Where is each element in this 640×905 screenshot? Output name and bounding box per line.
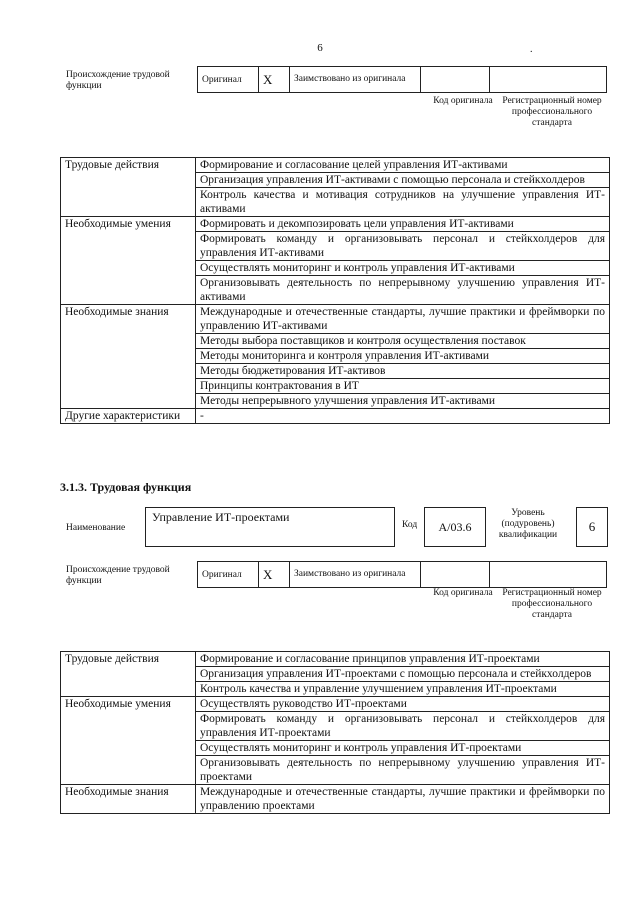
table-cell: Формировать команду и организовывать персонал и стейкхолдеров для управления ИТ-активами [196,232,610,261]
table-cell: Международные и отечественные стандарты, лучшие практики и фреймворки по управлению ИТ-активами [196,305,610,334]
code-caption: Код оригинала [433,96,493,106]
name-box [145,507,395,547]
section-heading: 3.1.3. Трудовая функция [60,480,192,494]
level-label: Уровень (подуровень) квалификации [498,508,558,540]
code-caption-2: Код оригинала [433,588,493,598]
table-row [61,697,610,712]
original-code-cell [421,67,490,93]
table-cell: Методы бюджетирования ИТ-активов [196,364,610,379]
reg-number-cell [490,67,607,93]
code-value: A/03.6 [424,507,486,547]
row-label: Необходимые знания [61,305,196,409]
borrowed-label-2: Заимствовано из оригинала [290,562,421,588]
table-cell: Формировать команду и организовывать персонал и стейкхолдеров для управления ИТ-проектами [196,712,610,741]
level-value: 6 [576,507,608,547]
table-cell: Методы выбора поставщиков и контроля осуществления поставок [196,334,610,349]
table-cell: Методы непрерывного улучшения управления ИТ-активами [196,394,610,409]
original-label: Оригинал [198,67,259,93]
original-label-2: Оригинал [198,562,259,588]
code-label: Код [402,520,418,530]
table-cell: Формирование и согласование целей управления ИТ-активами [196,158,610,173]
origin-table-2 [197,561,607,588]
table-cell: - [196,409,610,424]
table-row [61,305,610,334]
table-row [61,409,610,424]
table-cell: Организовывать деятельность по непрерывному улучшению управления ИТ-активами [196,276,610,305]
table-cell: Осуществлять мониторинг и контроль управления ИТ-активами [196,261,610,276]
table-cell: Методы мониторинга и контроля управления ИТ-активами [196,349,610,364]
table-cell: Контроль качества и мотивация сотрудников на улучшение управления ИТ-активами [196,188,610,217]
table-cell: Формировать и декомпозировать цели управления ИТ-активами [196,217,610,232]
table-row [61,217,610,232]
table-cell: Организовывать деятельность по непрерывному улучшению управления ИТ-проектами [196,756,610,785]
table-row [61,652,610,667]
table-cell: Международные и отечественные стандарты, лучшие практики и фреймворки по управлению проектами [196,785,610,814]
name-label: Наименование [66,523,126,533]
table-cell: Осуществлять руководство ИТ-проектами [196,697,610,712]
row-label: Трудовые действия [61,158,196,217]
function-name: Управление ИТ-проектами [152,510,290,524]
origin-label-2: Происхождение трудовой функции [66,565,170,586]
borrowed-label: Заимствовано из оригинала [290,67,421,93]
row-label: Другие характеристики [61,409,196,424]
table-cell: Контроль качества и управление улучшением управления ИТ-проектами [196,682,610,697]
original-code-cell-2 [421,562,490,588]
table-cell: Осуществлять мониторинг и контроль управления ИТ-проектами [196,741,610,756]
table-cell: Организация управления ИТ-проектами с помощью персонала и стейкхолдеров [196,667,610,682]
row-label: Необходимые умения [61,697,196,785]
original-mark: X [259,67,290,93]
row-label: Трудовые действия [61,652,196,697]
reg-number-cell-2 [490,562,607,588]
page-mark: . [530,44,533,55]
row-label: Необходимые знания [61,785,196,814]
origin-table [197,66,607,93]
table-row [61,158,610,173]
reg-caption-2: Регистрационный номер профессионального стандарта [502,588,602,620]
page-number: 6 [317,42,323,54]
requirements-table-1 [60,157,610,424]
table-row [61,785,610,814]
table-cell: Организация управления ИТ-активами с помощью персонала и стейкхолдеров [196,173,610,188]
requirements-table-2 [60,651,610,814]
reg-caption: Регистрационный номер профессионального стандарта [502,96,602,128]
table-cell: Формирование и согласование принципов управления ИТ-проектами [196,652,610,667]
original-mark-2: X [259,562,290,588]
origin-label: Происхождение трудовой функции [66,70,170,91]
table-cell: Принципы контрактования в ИТ [196,379,610,394]
row-label: Необходимые умения [61,217,196,305]
